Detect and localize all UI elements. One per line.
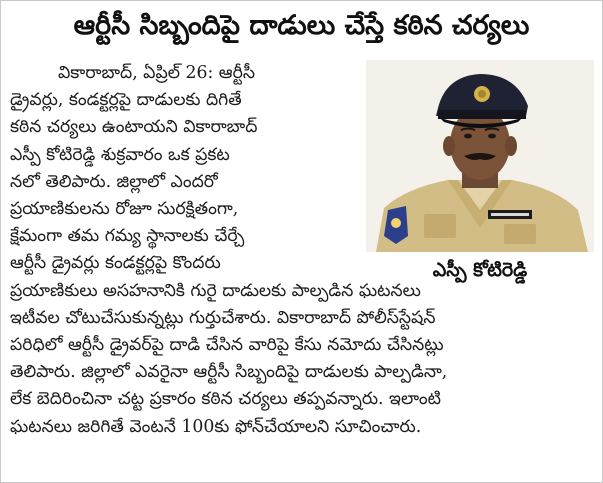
article-line: డ్రైవర్లు, కండక్టర్లపై దాడులకు దిగితే — [10, 90, 242, 111]
article-line: పరిధిలో ఆర్టీసీ డ్రైవర్‌పై దాడి చేసిన వారిపై కేసు నమోదు చేసినట్లు — [10, 335, 444, 356]
headline: ఆర్టీసీ సిబ్బందిపై దాడులు చేస్తే కఠిన చర్యలు — [73, 10, 530, 41]
photo-caption-box — [366, 254, 594, 286]
article-line: ఇటీవల చోటుచేసుకున్నట్లు గుర్తుచేశారు. వికారాబాద్ పోలీస్‌స్టేషన్ — [10, 307, 436, 328]
article-line: ఘటనలు జరిగితే వెంటనే 100కు ఫోన్‌చేయాలని సూచించారు. — [10, 416, 422, 437]
article-line: ప్రయాణికులను రోజూ సురక్షితంగా, — [10, 199, 239, 220]
article-line: కఠిన చర్యలు ఉంటాయని వికారాబాద్ — [10, 117, 258, 138]
article-line: ఆర్టీసీ డ్రైవర్లు కండక్టర్లపై కొందరు — [10, 253, 221, 274]
article-line: లేక బెదిరించినా చట్ట ప్రకారం కఠిన చర్యలు తప్పవన్నారు. ఇలాంటి — [10, 389, 441, 410]
police-officer-portrait — [366, 60, 594, 252]
photo-caption: ఎస్పీ కోటిరెడ్డి — [432, 259, 528, 281]
article-line: నలో తెలిపారు. జిల్లాలో ఎందరో — [10, 171, 218, 192]
article-line: ఎస్పీ కోటిరెడ్డి శుక్రవారం ఒక ప్రకట — [10, 144, 230, 165]
article-line: తెలిపారు. జిల్లాలో ఎవరైనా ఆర్టీసీ సిబ్బందిపై దాడులకు పాల్పడినా, — [10, 362, 448, 383]
article-line: ప్రయాణికులు అసహనానికి గురై దాడులకు పాల్పడిన ఘటనలు — [10, 280, 421, 301]
article-line: క్షేమంగా తమ గమ్య స్థానాలకు చేర్చే — [10, 226, 245, 247]
article-line: వికారాబాద్, ఏప్రిల్ 26: ఆర్టీసీ — [58, 63, 255, 83]
officer-photo — [366, 60, 594, 252]
